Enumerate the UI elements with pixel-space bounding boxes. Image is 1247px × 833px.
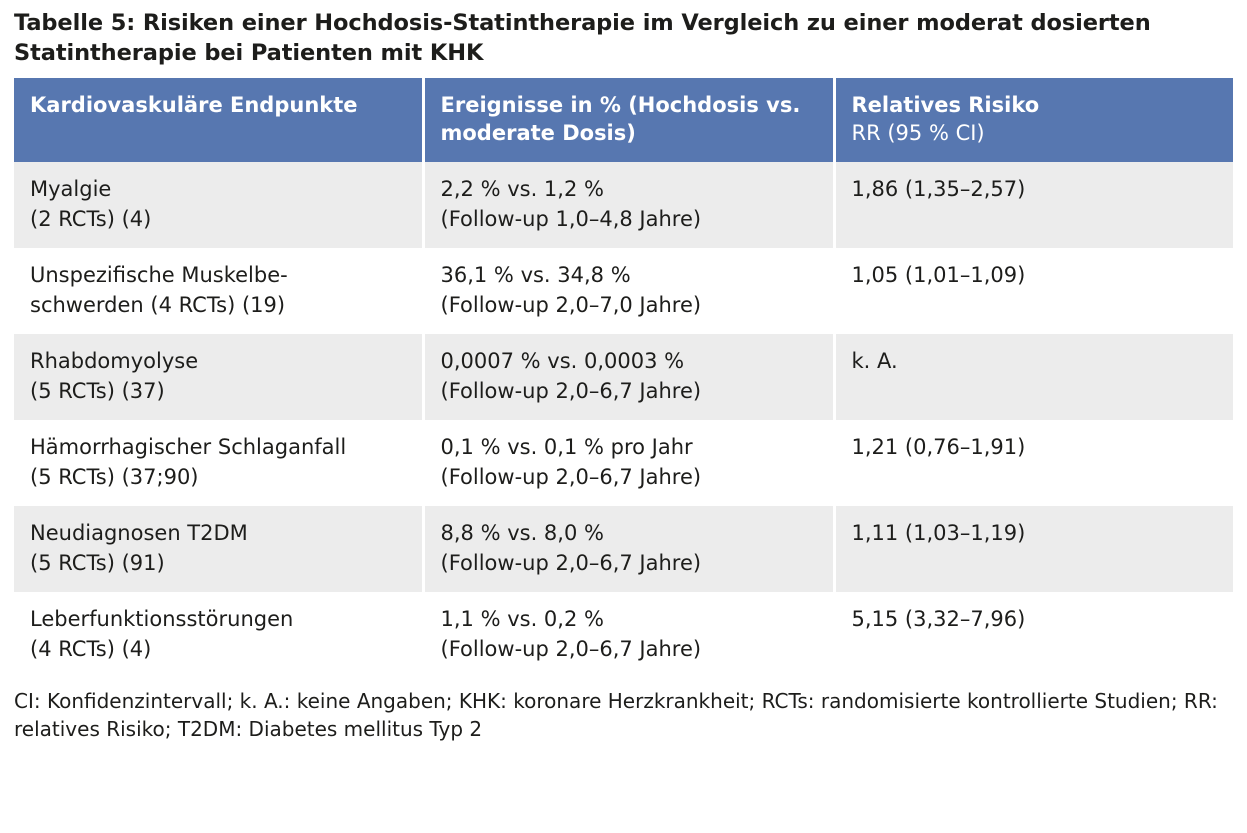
events-followup: (Follow-up 2,0–6,7 Jahre) bbox=[440, 465, 702, 489]
events-rate: 0,0007 % vs. 0,0003 % bbox=[440, 349, 685, 373]
column-header-relative-risk-main: Relatives Risiko bbox=[851, 93, 1040, 117]
endpoint-name: Rhabdomyolyse bbox=[30, 349, 199, 373]
endpoint-name: Myalgie bbox=[30, 177, 112, 201]
table-row bbox=[14, 592, 1233, 678]
cell-relative-risk: 1,86 (1,35–2,57) bbox=[834, 162, 1233, 248]
table-row bbox=[14, 420, 1233, 506]
cell-events bbox=[423, 592, 834, 678]
events-followup: (Follow-up 2,0–6,7 Jahre) bbox=[440, 379, 702, 403]
table-row bbox=[14, 506, 1233, 592]
table-row bbox=[14, 162, 1233, 248]
events-rate: 1,1 % vs. 0,2 % bbox=[440, 607, 604, 631]
column-header-endpoints bbox=[14, 78, 423, 162]
cell-relative-risk: 1,05 (1,01–1,09) bbox=[834, 248, 1233, 334]
endpoint-name: Hämorrhagischer Schlaganfall bbox=[30, 435, 347, 459]
endpoint-studies: (5 RCTs) (37;90) bbox=[30, 465, 199, 489]
endpoint-studies: (5 RCTs) (37) bbox=[30, 379, 165, 403]
endpoint-name: Unspezifische Muskelbe- bbox=[30, 263, 288, 287]
events-followup: (Follow-up 2,0–6,7 Jahre) bbox=[440, 637, 702, 661]
table-row bbox=[14, 334, 1233, 420]
events-followup: (Follow-up 1,0–4,8 Jahre) bbox=[440, 207, 702, 231]
events-rate: 8,8 % vs. 8,0 % bbox=[440, 521, 604, 545]
endpoint-studies: schwerden (4 RCTs) (19) bbox=[30, 293, 286, 317]
column-header-endpoints-main: Kardiovaskuläre Endpunkte bbox=[30, 93, 358, 117]
cell-events bbox=[423, 334, 834, 420]
events-followup: (Follow-up 2,0–6,7 Jahre) bbox=[440, 551, 702, 575]
column-header-relative-risk-sub: RR (95 % CI) bbox=[851, 121, 985, 145]
column-header-events bbox=[423, 78, 834, 162]
cell-events bbox=[423, 248, 834, 334]
column-header-relative-risk bbox=[834, 78, 1233, 162]
cell-events bbox=[423, 506, 834, 592]
cell-endpoint bbox=[14, 248, 423, 334]
events-followup: (Follow-up 2,0–7,0 Jahre) bbox=[440, 293, 702, 317]
events-rate: 2,2 % vs. 1,2 % bbox=[440, 177, 604, 201]
risks-table bbox=[14, 78, 1233, 678]
endpoint-name: Neudiagnosen T2DM bbox=[30, 521, 248, 545]
table-footnote: CI: Konfidenzintervall; k. A.: keine Angaben; KHK: koronare Herzkrankheit; RCTs: randomisierte kontrollierte Studien; RR: relatives Risiko; T2DM: Diabetes mellitus Typ 2 bbox=[14, 689, 1218, 741]
cell-relative-risk: 1,21 (0,76–1,91) bbox=[834, 420, 1233, 506]
cell-endpoint bbox=[14, 506, 423, 592]
table-caption: Tabelle 5: Risiken einer Hochdosis-Statintherapie im Vergleich zu einer moderat dosierten Statintherapie bei Patienten mit KHK bbox=[14, 10, 1151, 66]
table-body bbox=[14, 162, 1233, 678]
endpoint-studies: (4 RCTs) (4) bbox=[30, 637, 152, 661]
events-rate: 36,1 % vs. 34,8 % bbox=[440, 263, 631, 287]
table-row bbox=[14, 248, 1233, 334]
table-header bbox=[14, 78, 1233, 162]
endpoint-studies: (5 RCTs) (91) bbox=[30, 551, 165, 575]
cell-events bbox=[423, 162, 834, 248]
cell-relative-risk: 5,15 (3,32–7,96) bbox=[834, 592, 1233, 678]
cell-endpoint bbox=[14, 162, 423, 248]
cell-relative-risk: k. A. bbox=[834, 334, 1233, 420]
column-header-events-main: Ereignisse in % (Hochdosis vs. moderate Dosis) bbox=[440, 93, 801, 145]
cell-endpoint bbox=[14, 592, 423, 678]
endpoint-name: Leberfunktionsstörungen bbox=[30, 607, 294, 631]
cell-endpoint bbox=[14, 334, 423, 420]
endpoint-studies: (2 RCTs) (4) bbox=[30, 207, 152, 231]
table-header-row bbox=[14, 78, 1233, 162]
events-rate: 0,1 % vs. 0,1 % pro Jahr bbox=[440, 435, 693, 459]
cell-endpoint bbox=[14, 420, 423, 506]
cell-events bbox=[423, 420, 834, 506]
cell-relative-risk: 1,11 (1,03–1,19) bbox=[834, 506, 1233, 592]
